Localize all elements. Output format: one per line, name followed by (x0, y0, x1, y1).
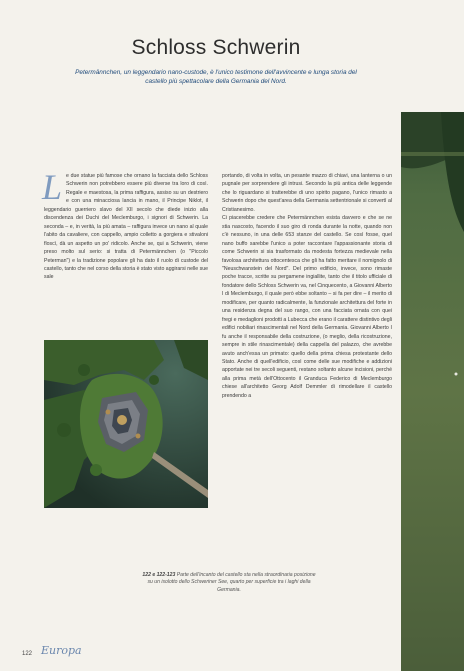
page-number: 122 (22, 651, 33, 657)
photo-caption (140, 572, 318, 594)
right-column-paragraph-2: Ci piacerebbe credere che Petermännchen esista davvero e che se ne stia nascosto, facendo il suo giro di ronda durante la notte, quando non c'è nessuno, in una delle 653 stanze del castello. Se così fosse, quel nano buffo sarebbe l'unico a poter raccontare l'appassionante storia di come Schwerin si sia trasformato da modesta fortezza medievale nella favolosa architettura ottocentesca che gli ha fatto meritare il nomignolo di "Neuschwanstein del Nord". Del primo edificio, invece, sono rimaste poche tracce, scritte su pergamene ingiallite, tanto che il titolo ufficiale di fondatore dello Schloss Schwerin va, nel Cinquecento, a Giovanni Alberto I di Meclemburgo, il quale però ebbe soltanto – si fa per dire – il merito di modificare, per quanto radicalmente, la funzionale architettura del forte in una residenza degna del suo rango, con una facciata ornata con quei fregi e medaglioni prodotti a Lubecca che erano il carattere distintivo degli edifici nobiliari rinascimentali nel Nord della Germania. Giovanni Alberto I fu anche il responsabile della costruzione, (o meglio, della ricostruzione, sempre in stile rinascimentale) della cappella del palazzo, che avrebbe avuto anch'essa un primato: quello della prima chiesa protestante dello Stato. Anche di quell'edificio, così come delle sue modifiche e addizioni apportate nei tre secoli seguenti, restano soltanto alcune incisioni, perché alla prima metà dell'Ottocento il Granduca Federico di Meclemburgo chiese all'architetto Georg Adolf Demmler di rimodellare il castello prendendo a (222, 215, 392, 399)
article-subtitle: Petermännchen, un leggendario nano-custode, è l'unico testimone dell'avvincente e lunga storia del castello più spettacolare della Germania del Nord. (75, 69, 357, 86)
right-column-paragraph-1: portando, di volta in volta, un pesante mazzo di chiavi, una lanterna o un pugnale per sorprendere gli intrusi. Secondo la più antica delle leggende che lo riguardano si tratterebbe di uno spirito pagano, l'unico rimasto a Schwerin dopo che quest'area della Germania settentrionale si convertì al Cristianesimo. (222, 173, 392, 213)
lake-image (401, 112, 464, 671)
caption-reference: 122 e 122-123 (142, 572, 176, 578)
section-name: Europa (41, 644, 82, 657)
lake-photo (401, 112, 464, 671)
drop-cap: L (42, 167, 63, 207)
left-column-text: e due statue più famose che ornano la facciata dello Schloss Schwerin non potrebbero essere più diverse tra loro di così. Regale e maestosa, la prima raffigura, assiso su un destriero e con una minacciosa lancia in mano, il Principe Niklot, il leggendario guerriero slavo del XII secolo che diede inizio alla discendenza dei Duchi del Meclemburgo, i signori di Schwerin. La seconda – e, in verità, la più amata – raffigura invece un nano al quale l'abito da cavaliere, con cappello, ampio colletto a gorgiera e stivaloni floscì, dà un aspetto un po' ridicolo. Anche se, qui a Schwerin, viene preso molto sul serio: si tratta di Petermännchen (o "Piccolo Peterman") e la tradizione popolare gli ha dato il ruolo di custode del castello, tanto che nel corso della storia è stato visto aggirarsi nelle sue sale (44, 173, 208, 281)
article-title: Schloss Schwerin (131, 36, 301, 59)
castle-aerial-image (44, 340, 208, 508)
caption-text: Parte dell'incanto del castello sta nella straordinaria posizione su un isolotto dello Schweriner See, quarto per superficie tra i laghi della Germania. (147, 572, 316, 593)
left-column (42, 167, 208, 282)
castle-aerial-photo (44, 340, 208, 508)
right-column (222, 172, 392, 400)
